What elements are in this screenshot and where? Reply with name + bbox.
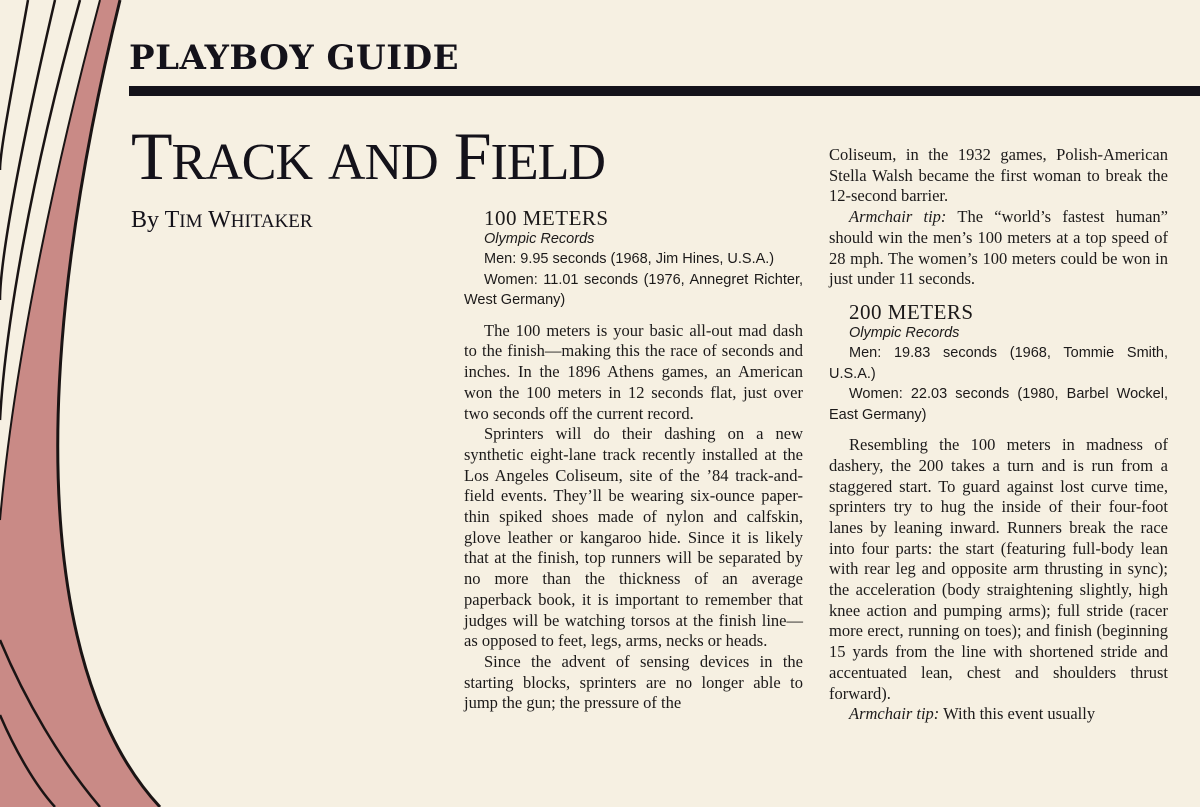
record-women: Women: 11.01 seconds (1976, Annegret Richter, West Germany): [464, 271, 803, 309]
paragraph: Resembling the 100 meters in madness of dashery, the 200 takes a turn and is run from a staggered start. To guard against lost curve time, sprinters try to hug the inside of their four-foot lanes by leaning inward. Runners break the race into four parts: the start (featuring full-body lean with rear leg and opposite arm thrusting in sync); the acceleration (body straightening slightly, high knee action and pumping arms); full stride (racer more erect, running on toes); and finish (beginning 15 yards from the line with shortened stride and accentuated lean, chest and shoulders thrust forward).: [829, 435, 1168, 703]
article-title: TRACK AND FIELD: [131, 118, 605, 194]
section-label: PLAYBOY GUIDE: [129, 38, 460, 78]
section-heading-100m: 100 METERS: [484, 206, 609, 230]
paragraph: Coliseum, in the 1932 games, Polish-American Stella Walsh became the first woman to break the 12-second barrier.: [829, 145, 1168, 206]
column-right: [829, 145, 1168, 725]
tip-paragraph: Armchair tip: With this event usually: [849, 704, 1096, 724]
record-men: Men: 19.83 seconds (1968, Tommie Smith, U.S.A.): [829, 345, 1168, 382]
record-men: Men: 9.95 seconds (1968, Jim Hines, U.S.A.): [484, 251, 775, 268]
paragraph: The 100 meters is your basic all-out mad dash to the finish—making this the race of seconds and inches. In the 1896 Athens games, an American won the 100 meters in 12 seconds flat, just over two seconds off the current record.: [464, 320, 803, 423]
paragraph: Since the advent of sensing devices in the starting blocks, sprinters are no longer able to jump the gun; the pressure of the: [464, 651, 803, 713]
tip-paragraph: Armchair tip: The “world’s fastest human” should win the men’s 100 meters at a top speed of 28 mph. The women’s 100 meters could be won in just under 11 seconds.: [829, 207, 1168, 289]
column-middle: [464, 208, 803, 714]
section-heading-200m: 200 METERS: [849, 299, 974, 324]
records-label: Olympic Records: [849, 324, 960, 341]
byline: By TIM WHITAKER: [131, 207, 313, 233]
record-women: Women: 22.03 seconds (1980, Barbel Wockel, East Germany): [829, 386, 1168, 423]
paragraph: Sprinters will do their dashing on a new synthetic eight-lane track recently installed at the Los Angeles Coliseum, site of the ’84 track-and-field events. They’ll be wearing six-ounce paper-thin spiked shoes made of nylon and calfskin, glove leather or kangaroo hide. Since it is likely that at the finish, top runners will be separated by no more than the thickness of an average paperback book, it is important to remember that judges will be watching torsos at the finish line—as opposed to feet, legs, arms, necks or heads.: [464, 424, 803, 651]
records-label: Olympic Records: [484, 230, 595, 247]
header-rule: [129, 86, 1200, 96]
